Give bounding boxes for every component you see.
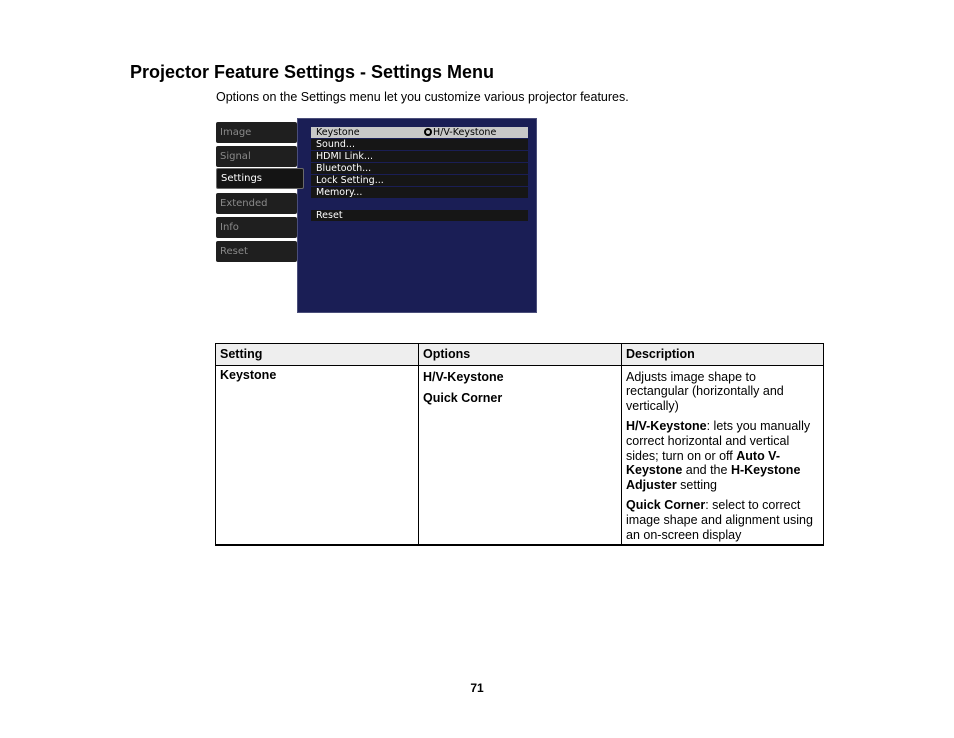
table-row <box>216 365 824 545</box>
menu-item-reset[interactable]: Reset <box>311 210 528 221</box>
options-cell <box>419 365 622 545</box>
menu-tab-reset[interactable]: Reset <box>216 241 297 262</box>
menu-panel <box>297 118 537 313</box>
setting-cell: Keystone <box>216 365 419 545</box>
menu-item-keystone[interactable] <box>311 127 528 138</box>
description-quick-corner: Quick Corner: select to correct image shape and alignment using an on-screen display <box>626 498 813 542</box>
menu-item-hdmi-link[interactable]: HDMI Link... <box>311 151 528 162</box>
intro-text: Options on the Settings menu let you customize various projector features. <box>216 90 629 104</box>
page-number: 71 <box>470 681 484 695</box>
column-header-setting: Setting <box>216 344 419 366</box>
menu-tab-settings[interactable]: Settings <box>216 168 304 189</box>
description-hv-keystone: H/V-Keystone: lets you manually correct horizontal and vertical sides; turn on or off Auto V-Keystone and the H-Keystone Adjuster setting <box>626 419 811 492</box>
settings-menu-screenshot <box>216 118 537 313</box>
page-title: Projector Feature Settings - Settings Menu <box>130 62 495 82</box>
menu-item-sound[interactable]: Sound... <box>311 139 528 150</box>
menu-item-label: Keystone <box>316 127 360 138</box>
description-summary: Adjusts image shape to rectangular (horizontally and vertically) <box>626 369 784 413</box>
menu-item-memory[interactable]: Memory... <box>311 187 528 198</box>
menu-tab-info[interactable]: Info <box>216 217 297 238</box>
dial-icon <box>424 128 432 136</box>
option-hv-keystone: H/V-Keystone <box>423 369 504 384</box>
menu-tab-signal[interactable]: Signal <box>216 146 297 167</box>
menu-item-lock-setting[interactable]: Lock Setting... <box>311 175 528 186</box>
table-header-row <box>216 344 824 366</box>
description-cell <box>622 365 824 545</box>
column-header-options: Options <box>419 344 622 366</box>
menu-tab-image[interactable]: Image <box>216 122 297 143</box>
column-header-description: Description <box>622 344 824 366</box>
menu-item-value: H/V-Keystone <box>424 127 496 138</box>
settings-table <box>215 343 824 546</box>
option-quick-corner: Quick Corner <box>423 391 503 406</box>
menu-tab-extended[interactable]: Extended <box>216 193 297 214</box>
menu-item-bluetooth[interactable]: Bluetooth... <box>311 163 528 174</box>
